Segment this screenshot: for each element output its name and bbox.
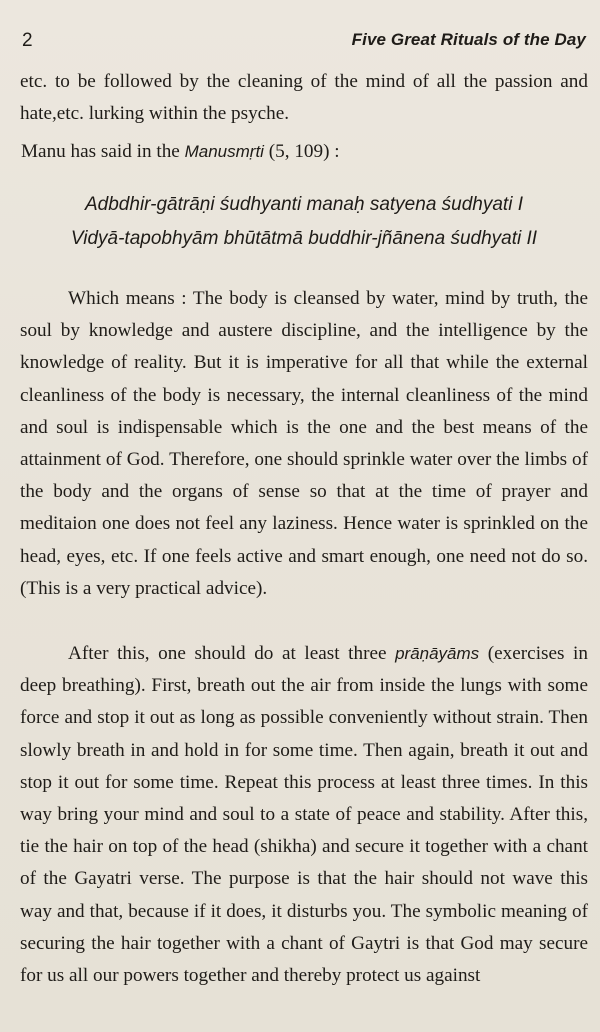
pranayama-text: (exercises in deep breathing). First, breath out the air from inside the lungs with some force and stop it out as long as possible conveniently without strain. Then slowly breath in and hold in for some time. Then again, breath it out and stop it out for some time. Repeat this process at least three times. In this way bring your mind and soul to a state of peace and stability. After this, tie the hair on top of the head (shikha) and secure it together with a chant of the Gayatri verse. The purpose is that the hair should not wave this way and that, because if it does, it disturbs you. The symbolic meaning of securing the hair together with a chant of Gaytri is that God may secure for us all our powers together and thereby protect us against bbox=[20, 643, 588, 987]
page-number: 2 bbox=[22, 30, 33, 51]
verse-line-1: Adbdhir-gātrāṇi śudhyanti manaḥ satyena śudhyati I bbox=[85, 194, 523, 215]
page-header bbox=[22, 30, 586, 56]
work-title: Manusmṛti bbox=[184, 142, 264, 161]
running-title: Five Great Rituals of the Day bbox=[351, 30, 586, 49]
verse-line-2: Vidyā-tapobhyām bhūtātmā buddhir-jñānena śudhyati II bbox=[70, 228, 538, 249]
paragraph-pranayama bbox=[20, 638, 588, 992]
paragraph-continuation: etc. to be followed by the cleaning of the mind of all the passion and hate,etc. lurking within the psyche. bbox=[20, 71, 588, 125]
intro-text: Manu has said in the bbox=[21, 141, 185, 162]
paragraph-manu-quote-intro bbox=[20, 136, 589, 168]
pranayama-term: prāṇāyāms bbox=[395, 644, 480, 663]
paragraph-explanation: Which means : The body is cleansed by water, mind by truth, the soul by knowledge and austere discipline, and the intelligence by the knowledge of reality. But it is imperative for all that while the external cleanliness of the body is necessary, the internal cleanliness of the mind and soul is indispensable which is the one and the best means of the attainment of God. Therefore, one should sprinkle water over the limbs of the body and the organs of sense so that at the time of prayer and meditaion one does not feel any laziness. Hence water is sprinkled on the head, eyes, etc. If one feels active and smart enough, one need not do so. (This is a very practical advice). bbox=[20, 288, 588, 599]
citation: (5, 109) : bbox=[263, 141, 340, 162]
sanskrit-verse bbox=[20, 188, 588, 256]
pranayama-intro: After this, one should do at least three bbox=[68, 643, 396, 664]
